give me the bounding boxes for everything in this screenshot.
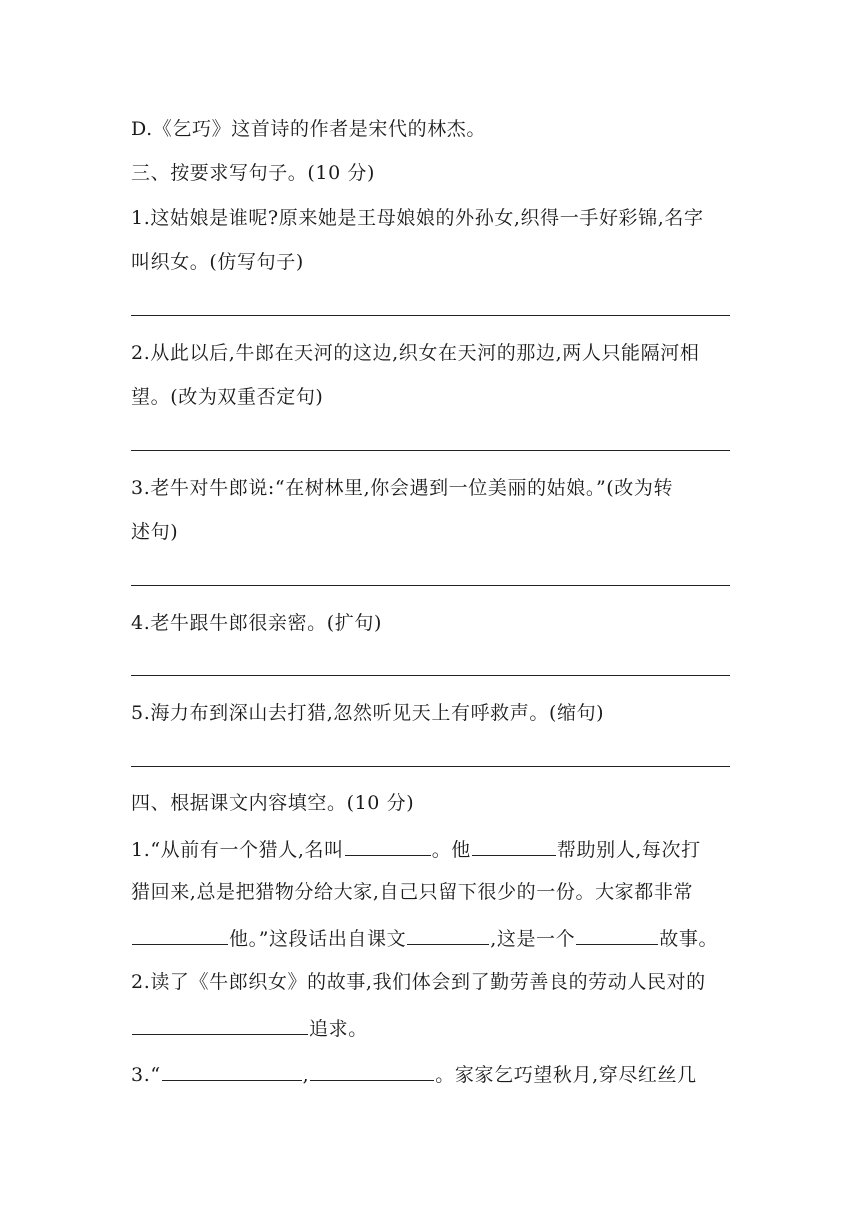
q4-1-blank-feeling[interactable] <box>132 925 228 945</box>
q4-3-text-b: , <box>302 1064 310 1086</box>
q3-2-text-line2: 望。(改为双重否定句) <box>131 386 324 408</box>
q4-1-blank-lesson[interactable] <box>407 925 489 945</box>
q4-3-text-a: 3.“ <box>131 1064 161 1086</box>
q4-1-line1 <box>131 836 701 862</box>
q4-3-line1 <box>131 1061 697 1087</box>
q4-1-blank-helping[interactable] <box>472 836 556 856</box>
section-4-heading: 四、根据课文内容填空。(10 分) <box>131 792 415 814</box>
q3-1-answer-line[interactable] <box>131 315 730 316</box>
q4-2-text-b: 追求。 <box>309 1018 368 1040</box>
q3-2-text-line1: 2.从此以后,牛郎在天河的这边,织女在天河的那边,两人只能隔河相 <box>131 342 700 364</box>
q4-2-line2 <box>131 1015 368 1041</box>
q4-1-line3 <box>131 925 718 951</box>
option-d-text: D.《乞巧》这首诗的作者是宋代的林杰。 <box>131 118 486 140</box>
q3-1-text-line1: 1.这姑娘是谁呢?原来她是王母娘娘的外孙女,织得一手好彩锦,名字 <box>131 207 704 229</box>
q4-3-blank-verse2[interactable] <box>310 1061 434 1081</box>
q4-1-text-d: 他。”这段话出自课文 <box>229 928 407 950</box>
q3-1-text-line2: 叫织女。(仿写句子) <box>131 251 304 273</box>
q4-2-blank-pursuit[interactable] <box>132 1015 308 1035</box>
q4-1-text-a: 1.“从前有一个猎人,名叫 <box>131 839 344 861</box>
q3-3-text-line1: 3.老牛对牛郎说:“在树林里,你会遇到一位美丽的姑娘。”(改为转 <box>131 477 674 499</box>
q3-4-answer-line[interactable] <box>131 675 730 676</box>
q4-1-text-e: ,这是一个 <box>490 928 576 950</box>
q3-5-text: 5.海力布到深山去打猎,忽然听见天上有呼救声。(缩句) <box>131 702 605 724</box>
q4-2-line1: 2.读了《牛郎织女》的故事,我们体会到了勤劳善良的劳动人民对的 <box>131 971 706 993</box>
q3-2-answer-line[interactable] <box>131 450 730 451</box>
q4-3-text-c: 。家家乞巧望秋月,穿尽红丝几 <box>435 1064 697 1086</box>
q3-3-text-line2: 述句) <box>131 521 179 543</box>
q4-1-line2: 猎回来,总是把猎物分给大家,自己只留下很少的一份。大家都非常 <box>131 881 694 903</box>
q4-3-blank-verse1[interactable] <box>162 1061 302 1081</box>
q4-1-blank-hunter-name[interactable] <box>345 836 431 856</box>
q4-1-blank-story-type[interactable] <box>576 925 658 945</box>
q4-1-text-c: 帮助别人,每次打 <box>556 839 701 861</box>
section-3-heading: 三、按要求写句子。(10 分) <box>131 162 376 184</box>
q3-5-answer-line[interactable] <box>131 766 730 767</box>
q4-1-text-f: 故事。 <box>659 928 719 950</box>
q4-1-text-b: 。他 <box>431 839 471 861</box>
q3-3-answer-line[interactable] <box>131 585 730 586</box>
q3-4-text: 4.老牛跟牛郎很亲密。(扩句) <box>131 612 382 634</box>
